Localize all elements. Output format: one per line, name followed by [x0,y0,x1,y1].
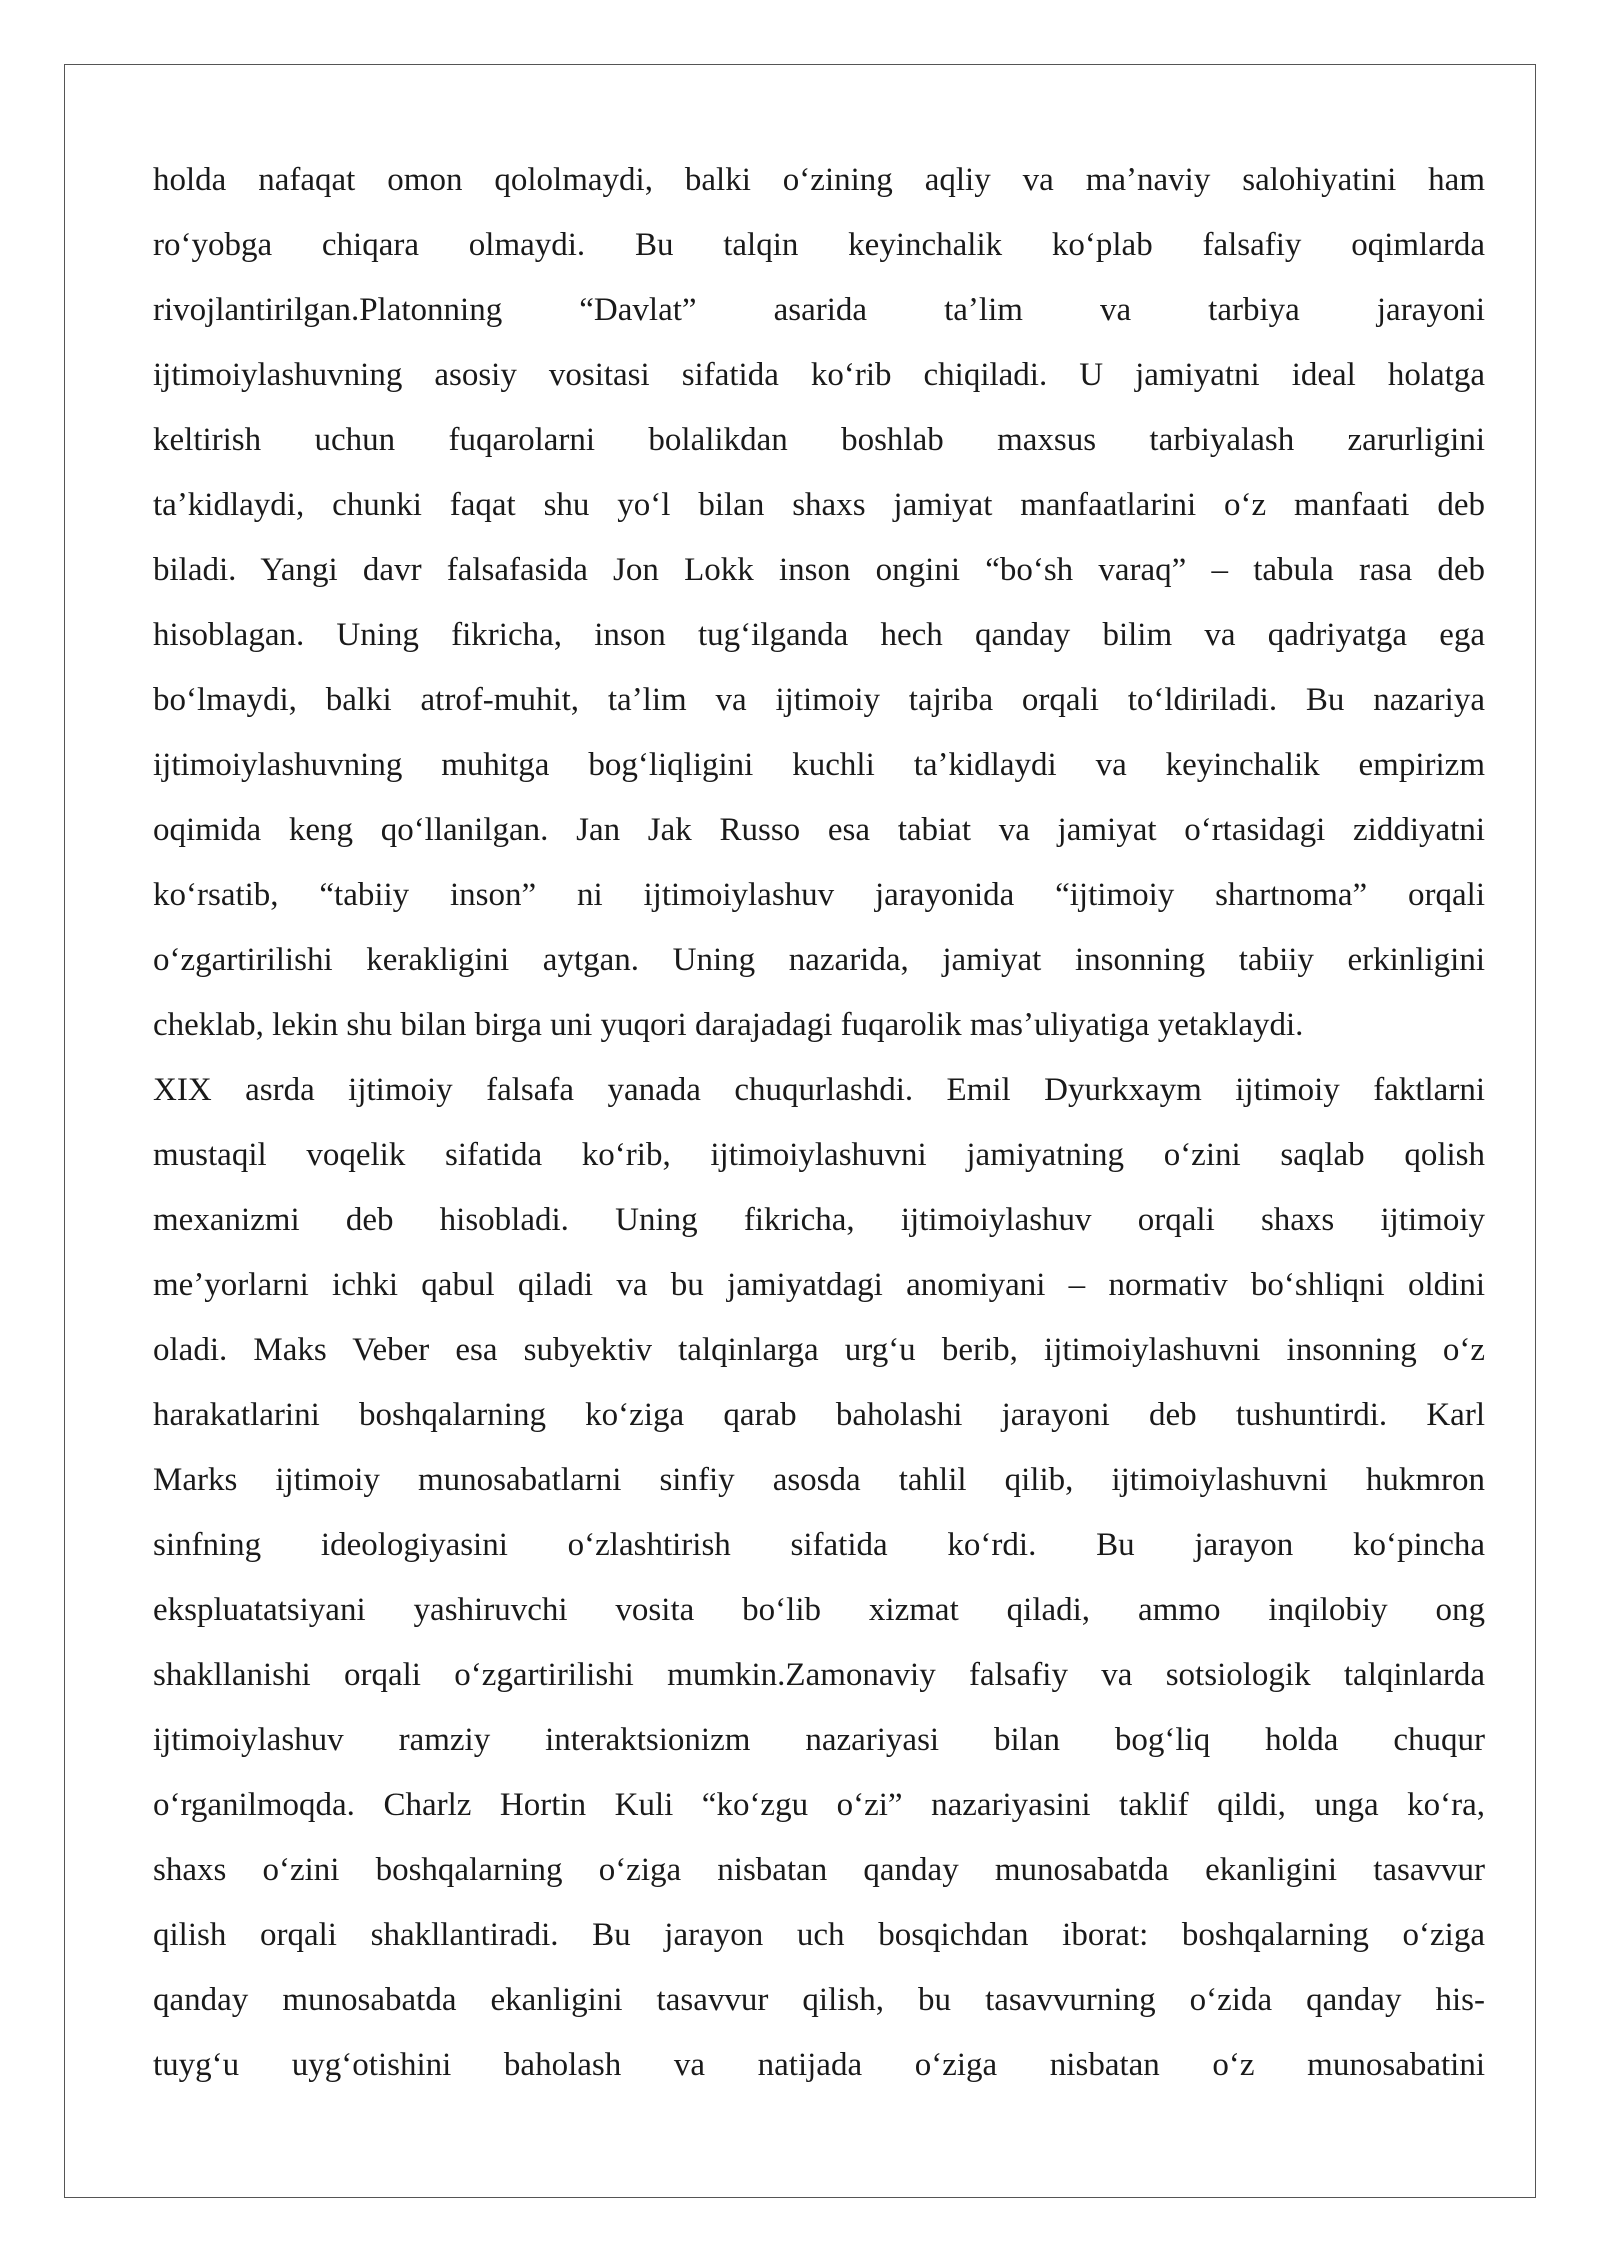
text-line: XIX asrda ijtimoiy falsafa yanada chuqurlashdi. Emil Dyurkxaym ijtimoiy faktlarni [153,1072,1485,1108]
text-line: roʻyobga chiqara olmaydi. Bu talqin keyinchalik koʻplab falsafiy oqimlarda [153,227,1485,263]
text-line: taʼkidlaydi, chunki faqat shu yoʻl bilan shaxs jamiyat manfaatlarini oʻz manfaati deb [153,487,1485,523]
text-line: qanday munosabatda ekanligini tasavvur qilish, bu tasavvurning oʻzida qanday his- [153,1982,1485,2018]
text-line: ijtimoiylashuvning muhitga bogʻliqligini kuchli taʼkidlaydi va keyinchalik empirizm [153,747,1485,783]
document-body [153,148,1485,2098]
text-line: qilish orqali shakllantiradi. Bu jarayon uch bosqichdan iborat: boshqalarning oʻziga [153,1917,1485,1953]
text-line: meʼyorlarni ichki qabul qiladi va bu jamiyatdagi anomiyani – normativ boʻshliqni oldini [153,1267,1485,1303]
text-line: keltirish uchun fuqarolarni bolalikdan boshlab maxsus tarbiyalash zarurligini [153,422,1485,458]
text-line: shaxs oʻzini boshqalarning oʻziga nisbatan qanday munosabatda ekanligini tasavvur [153,1852,1485,1888]
text-line: ijtimoiylashuv ramziy interaktsionizm nazariyasi bilan bogʻliq holda chuqur [153,1722,1485,1758]
text-line: cheklab, lekin shu bilan birga uni yuqori darajadagi fuqarolik masʼuliyatiga yetaklaydi. [153,1007,1304,1043]
text-line: rivojlantirilgan.Platonning “Davlat” asarida taʼlim va tarbiya jarayoni [153,292,1485,328]
text-line: hisoblagan. Uning fikricha, inson tugʻilganda hech qanday bilim va qadriyatga ega [153,617,1485,653]
text-line: holda nafaqat omon qololmaydi, balki oʻzining aqliy va maʼnaviy salohiyatini ham [153,162,1485,198]
text-line: oqimida keng qoʻllanilgan. Jan Jak Russo esa tabiat va jamiyat oʻrtasidagi ziddiyatni [153,812,1485,848]
text-line: ijtimoiylashuvning asosiy vositasi sifatida koʻrib chiqiladi. U jamiyatni ideal holatga [153,357,1485,393]
text-line: mustaqil voqelik sifatida koʻrib, ijtimoiylashuvni jamiyatning oʻzini saqlab qolish [153,1137,1485,1173]
text-line: boʻlmaydi, balki atrof-muhit, taʼlim va ijtimoiy tajriba orqali toʻldiriladi. Bu nazariya [153,682,1485,718]
text-line: oladi. Maks Veber esa subyektiv talqinlarga urgʻu berib, ijtimoiylashuvni insonning oʻz [153,1332,1485,1368]
text-line: ekspluatatsiyani yashiruvchi vosita boʻlib xizmat qiladi, ammo inqilobiy ong [153,1592,1485,1628]
text-line: mexanizmi deb hisobladi. Uning fikricha, ijtimoiylashuv orqali shaxs ijtimoiy [153,1202,1485,1238]
text-line: Marks ijtimoiy munosabatlarni sinfiy asosda tahlil qilib, ijtimoiylashuvni hukmron [153,1462,1485,1498]
text-line: koʻrsatib, “tabiiy inson” ni ijtimoiylashuv jarayonida “ijtimoiy shartnoma” orqali [153,877,1485,913]
text-line: sinfning ideologiyasini oʻzlashtirish sifatida koʻrdi. Bu jarayon koʻpincha [153,1527,1485,1563]
text-line: shakllanishi orqali oʻzgartirilishi mumkin.Zamonaviy falsafiy va sotsiologik talqinlarda [153,1657,1485,1693]
text-line: oʻzgartirilishi kerakligini aytgan. Uning nazarida, jamiyat insonning tabiiy erkinligini [153,942,1485,978]
text-line: oʻrganilmoqda. Charlz Hortin Kuli “koʻzgu oʻzi” nazariyasini taklif qildi, unga koʻra, [153,1787,1485,1823]
text-line: biladi. Yangi davr falsafasida Jon Lokk inson ongini “boʻsh varaq” – tabula rasa deb [153,552,1485,588]
text-line: harakatlarini boshqalarning koʻziga qarab baholashi jarayoni deb tushuntirdi. Karl [153,1397,1485,1433]
text-line: tuygʻu uygʻotishini baholash va natijada oʻziga nisbatan oʻz munosabatini [153,2047,1485,2083]
